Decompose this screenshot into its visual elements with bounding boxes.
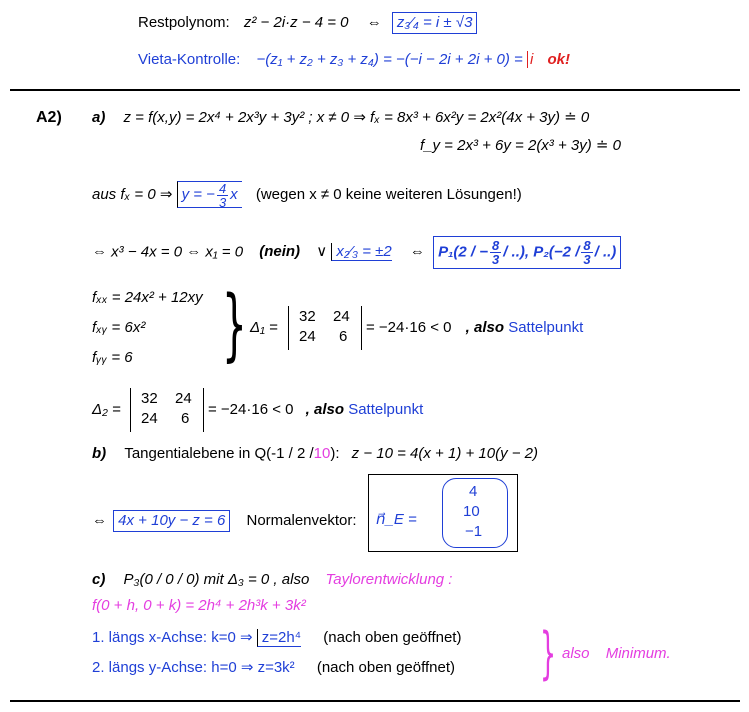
delta1-sattelpunkt: Sattelpunkt <box>508 319 584 336</box>
normal-vec-z: −1 <box>465 523 483 540</box>
c-line <box>92 570 452 590</box>
roots-or: ∨ <box>316 243 328 261</box>
restpolynom-label: Restpolynom: <box>138 14 230 31</box>
normal-vector-parens <box>442 478 508 548</box>
aus-line <box>92 180 522 210</box>
det2-a22: 6 <box>181 410 190 427</box>
det2-a11: 32 <box>141 390 158 407</box>
vieta-result: i <box>527 51 533 68</box>
restpolynom-line <box>138 12 477 34</box>
normal-vector-name: n⃗_E = <box>376 511 417 528</box>
divider-bottom <box>10 700 740 702</box>
p2-suffix: / ..) <box>594 243 617 261</box>
aus-fraction <box>217 182 228 209</box>
c-text: P₃(0 / 0 / 0) mit Δ₃ = 0 , also <box>123 571 310 588</box>
conclusion-brace: } <box>540 621 557 686</box>
b-tangent-line <box>92 444 538 464</box>
points-arrow: ⇔ <box>409 243 425 261</box>
delta1-also: , also <box>465 319 505 336</box>
determinant-1 <box>288 306 362 350</box>
det1-a21: 24 <box>299 328 316 345</box>
aus-frac-num: 4 <box>218 180 227 196</box>
x23-result-box: x₂⁄₃ = ±2 <box>331 243 391 261</box>
part-c-label: c) <box>92 571 106 588</box>
vieta-equation: −(z₁ + z₂ + z₃ + z₄) = −(−i − 2i + 2i + 0) = <box>256 51 523 68</box>
right-brace: } <box>222 280 247 370</box>
conclusion-minimum: Minimum. <box>605 645 671 662</box>
delta1-value: = −24·16 < 0 <box>366 319 452 336</box>
det1-a12: 24 <box>333 308 350 325</box>
line2-prefix: 2. längs y-Achse: h=0 ⇒ z=3k² <box>92 659 295 676</box>
delta2-value-line <box>208 400 423 420</box>
equivalence-arrow: ⇔ <box>366 14 382 31</box>
vieta-line <box>138 50 570 70</box>
p2-frac-num: 8 <box>583 238 591 253</box>
p1-frac-den: 3 <box>491 252 500 267</box>
y-axis-line <box>92 658 455 678</box>
aus-frac-den: 3 <box>218 194 227 210</box>
det2-a21: 24 <box>141 410 158 427</box>
fxx-equation: fₓₓ = 24x² + 12xy <box>92 289 203 306</box>
restpolynom-equation: z² − 2i·z − 4 = 0 <box>243 14 349 31</box>
determinant-2 <box>130 388 204 432</box>
taylor-label: Taylorentwicklung : <box>325 571 453 588</box>
fyy-equation: fᵧᵧ = 6 <box>92 349 133 366</box>
delta1-value-line <box>366 318 583 338</box>
vieta-label: Vieta-Kontrolle: <box>138 51 241 68</box>
plane-line <box>92 510 357 532</box>
a-function-line <box>92 108 589 128</box>
tangent-q-z: 10 <box>313 445 331 462</box>
p2-frac-den: 3 <box>583 252 591 267</box>
p1-suffix: / ..) <box>503 243 525 261</box>
plane-arrow: ⇔ <box>92 512 107 529</box>
det1-a11: 32 <box>299 308 316 325</box>
normal-vec-x: 4 <box>469 483 478 500</box>
det1-a22: 6 <box>339 328 348 345</box>
p1-fraction <box>490 239 501 266</box>
line2-note: (nach oben geöffnet) <box>316 659 456 676</box>
tangent-close: ): <box>330 445 340 462</box>
part-a-label: a) <box>92 109 106 126</box>
conclusion-also: also <box>562 645 590 662</box>
normal-label: Normalenvektor: <box>246 512 357 529</box>
line1-note: (nach oben geöffnet) <box>323 629 462 646</box>
p1-prefix: P₁(2 / − <box>438 243 488 261</box>
line1-prefix: 1. längs x-Achse: k=0 ⇒ <box>92 629 253 646</box>
roots-equation: ⇔ x³ − 4x = 0 ⇔ x₁ = 0 <box>92 243 244 261</box>
z34-result-box: z₃⁄₄ = i ± √3 <box>392 12 478 34</box>
aus-prefix: aus fₓ = 0 ⇒ <box>92 186 173 203</box>
line1-result-box: z=2h⁴ <box>257 629 301 647</box>
plane-result-box: 4x + 10y − z = 6 <box>113 510 230 532</box>
p1-frac-num: 8 <box>491 238 500 253</box>
aus-result-right: x <box>230 186 238 203</box>
delta2-value: = −24·16 < 0 <box>208 401 294 418</box>
tangent-equation: z − 10 = 4(x + 1) + 10(y − 2) <box>351 445 539 462</box>
fy-equation: f_y = 2x³ + 6y = 2(x³ + 3y) ≐ 0 <box>420 137 621 154</box>
delta2-sattelpunkt: Sattelpunkt <box>348 401 424 418</box>
points-result-box: P₁(2 / − $\frac{8}{3}$ / ..), P₂(−2 / $\frac{8}{3}$ / ..) <box>433 236 621 269</box>
fxy-equation: fₓᵧ = 6x² <box>92 319 146 336</box>
divider-top <box>10 89 740 91</box>
section-label-a2: A2) <box>36 109 62 126</box>
p2-prefix: P₂(−2 / <box>533 243 580 261</box>
function-definition: z = f(x,y) = 2x⁴ + 2x³y + 3y² ; x ≠ 0 ⇒ fₓ = 8x³ + 6x²y = 2x²(4x + 3y) ≐ 0 <box>123 109 590 126</box>
delta2-label: Δ₂ = <box>92 401 121 418</box>
p2-fraction <box>581 239 592 266</box>
vieta-ok: ok! <box>547 51 570 68</box>
x-axis-line <box>92 628 461 648</box>
det2-a12: 24 <box>175 390 192 407</box>
aus-result-left: y = − <box>181 186 215 203</box>
aus-note: (wegen x ≠ 0 keine weiteren Lösungen!) <box>255 186 522 203</box>
delta1-label: Δ₁ = <box>250 319 278 336</box>
delta2-also: , also <box>305 401 345 418</box>
part-b-label: b) <box>92 445 107 462</box>
taylor-equation: f(0 + h, 0 + k) = 2h⁴ + 2h³k + 3k² <box>92 597 306 614</box>
tangent-text: Tangentialebene in Q(-1 / 2 / <box>124 445 314 462</box>
roots-nein: (nein) <box>259 243 301 261</box>
aus-result-box <box>177 181 242 208</box>
normal-vec-y: 10 <box>463 503 480 520</box>
conclusion-line <box>562 644 671 664</box>
roots-line <box>92 236 621 269</box>
